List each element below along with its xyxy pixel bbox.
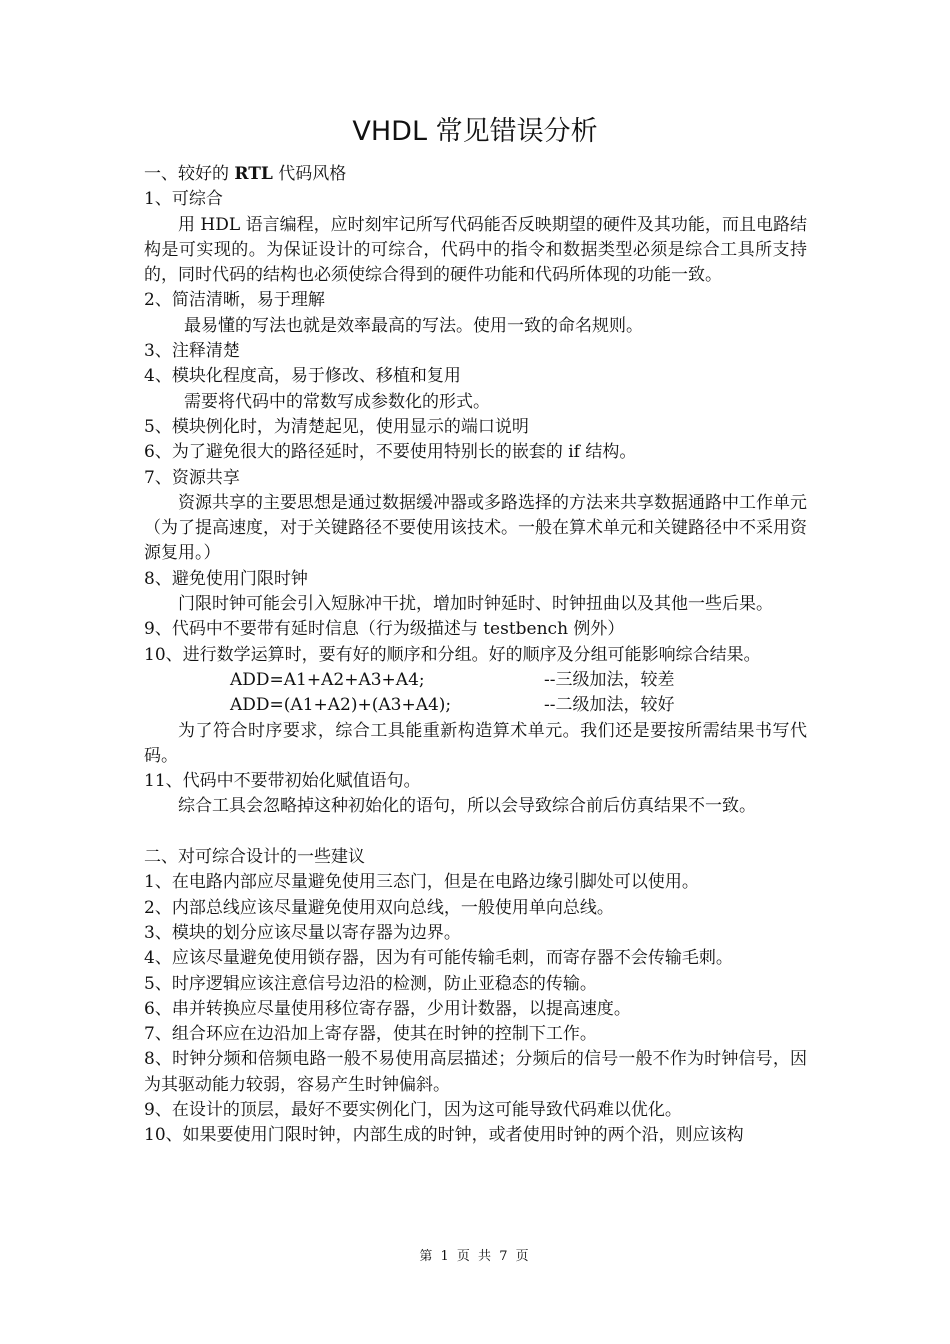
list-item: 4、模块化程度高，易于修改、移植和复用 [144, 366, 461, 387]
code-comment: --三级加法，较差 [544, 669, 675, 690]
paragraph: 综合工具会忽略掉这种初始化的语句，所以会导致综合前后仿真结果不一致。 [178, 796, 756, 817]
code-line [144, 693, 807, 718]
list-item: 9、在设计的顶层，最好不要实例化门，因为这可能导致代码难以优化。 [144, 1099, 682, 1120]
list-item: 4、应该尽量避免使用锁存器，因为有可能传输毛刺，而寄存器不会传输毛刺。 [144, 948, 733, 969]
heading-part: 代码风格 [272, 164, 347, 184]
paragraph: 为了符合时序要求，综合工具能重新构造算术单元。我们还是要按所需结果书写代码。 [144, 720, 807, 766]
list-item: 10、如果要使用门限时钟，内部生成的时钟，或者使用时钟的两个沿，则应该构 [144, 1125, 744, 1146]
list-item: 9、代码中不要带有延时信息（行为级描述与 testbench 例外） [144, 619, 625, 640]
heading-bold-rtl: RTL [234, 164, 273, 184]
list-item: 11、代码中不要带初始化赋值语句。 [144, 771, 421, 792]
document-title: VHDL 常见错误分析 [352, 116, 598, 147]
section-2-heading: 二、对可综合设计的一些建议 [144, 847, 365, 868]
paragraph: 最易懂的写法也就是效率最高的写法。使用一致的命名规则。 [184, 315, 643, 336]
section-1-heading [144, 162, 807, 187]
list-item: 10、进行数学运算时，要有好的顺序和分组。好的顺序及分组可能影响综合结果。 [144, 644, 761, 665]
list-item: 6、为了避免很大的路径延时，不要使用特别长的嵌套的 if 结构。 [144, 442, 637, 463]
code-line [144, 668, 807, 693]
list-item: 2、简洁清晰，易于理解 [144, 290, 325, 311]
paragraph: 门限时钟可能会引入短脉冲干扰，增加时钟延时、时钟扭曲以及其他一些后果。 [178, 594, 773, 615]
page-footer: 第 1 页 共 7 页 [419, 1249, 531, 1264]
code-comment: --二级加法，较好 [544, 695, 675, 716]
list-item: 8、避免使用门限时钟 [144, 568, 308, 589]
spacer [144, 820, 807, 845]
code-statement: ADD=A1+A2+A3+A4; [230, 669, 425, 690]
list-item: 3、注释清楚 [144, 341, 240, 362]
document-body [144, 162, 807, 1149]
list-item: 6、串并转换应尽量使用移位寄存器，少用计数器，以提高速度。 [144, 998, 631, 1019]
list-item: 3、模块的划分应该尽量以寄存器为边界。 [144, 922, 461, 943]
code-statement: ADD=(A1+A2)+(A3+A4); [230, 695, 452, 716]
paragraph: 资源共享的主要思想是通过数据缓冲器或多路选择的方法来共享数据通路中工作单元（为了提高速度，对于关键路径不要使用该技术。一般在算术单元和关键路径中不采用资源复用。） [144, 492, 807, 564]
list-item: 7、组合环应在边沿加上寄存器，使其在时钟的控制下工作。 [144, 1024, 597, 1045]
paragraph: 需要将代码中的常数写成参数化的形式。 [184, 391, 490, 412]
list-item: 5、模块例化时，为清楚起见，使用显示的端口说明 [144, 416, 529, 437]
list-item: 7、资源共享 [144, 467, 240, 488]
list-item: 5、时序逻辑应该注意信号边沿的检测，防止亚稳态的传输。 [144, 973, 597, 994]
list-item: 1、可综合 [144, 189, 223, 210]
heading-part: 一、较好的 [144, 164, 235, 184]
list-item: 1、在电路内部应尽量避免使用三态门，但是在电路边缘引脚处可以使用。 [144, 872, 699, 893]
paragraph: 用 HDL 语言编程，应时刻牢记所写代码能否反映期望的硬件及其功能，而且电路结构是可实现的。为保证设计的可综合，代码中的指令和数据类型必须是综合工具所支持的，同时代码的结构也必须使综合得到的硬件功能和代码所体现的功能一致。 [144, 214, 807, 286]
list-item: 8、时钟分频和倍频电路一般不易使用高层描述；分频后的信号一般不作为时钟信号，因为其驱动能力较弱，容易产生时钟偏斜。 [144, 1049, 807, 1095]
list-item: 2、内部总线应该尽量避免使用双向总线，一般使用单向总线。 [144, 897, 614, 918]
